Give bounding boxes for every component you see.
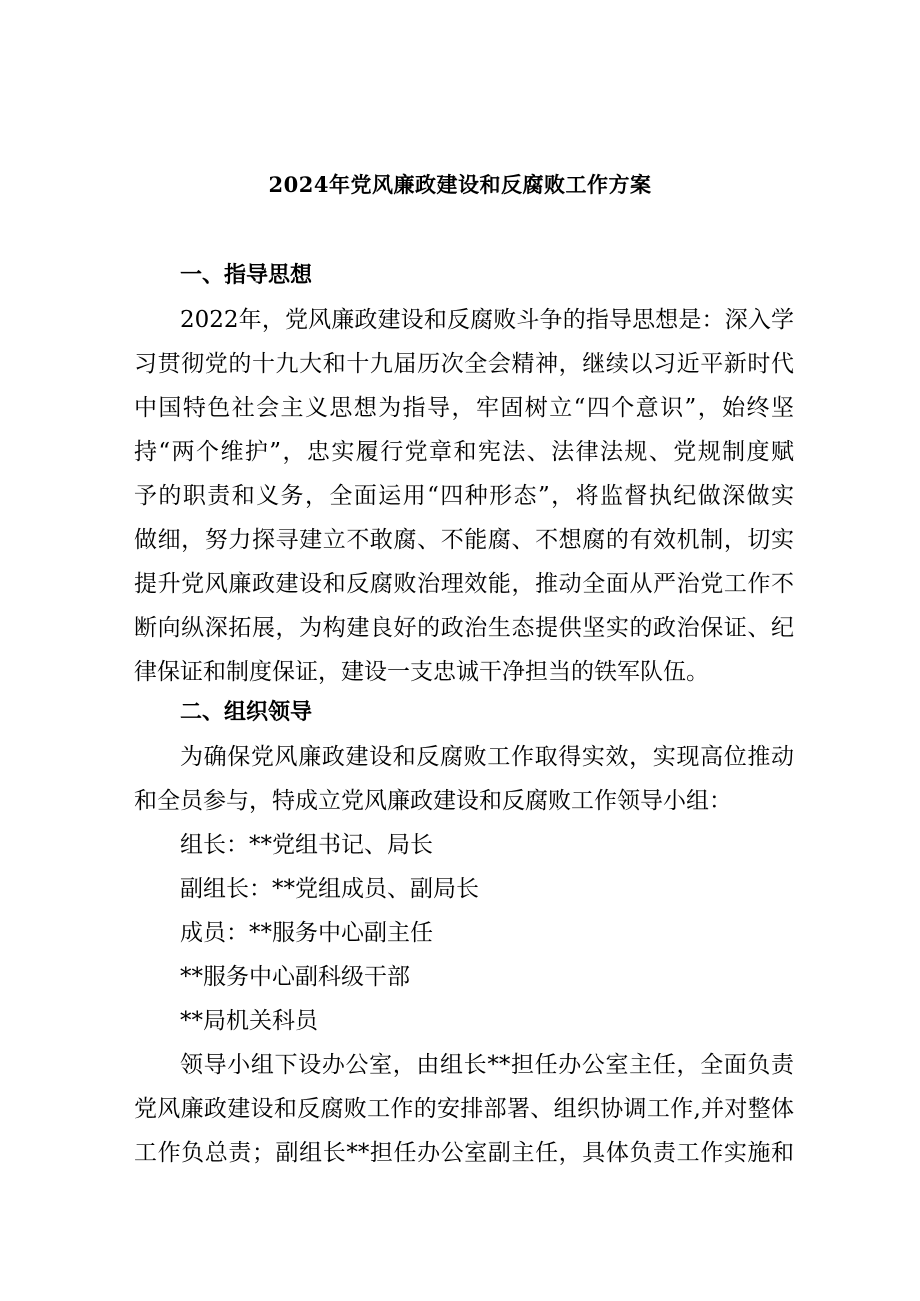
paragraph-line: 提升党风廉政建设和反腐败治理效能，推动全面从严治党工作不	[134, 571, 794, 597]
paragraph-line-last: 律保证和制度保证，建设一支忠诚干净担当的铁军队伍。	[134, 659, 709, 685]
paragraph-line: 习贯彻党的十九大和十九届历次全会精神，继续以习近平新时代	[134, 351, 794, 377]
paragraph-line: 工作负总责；副组长**担任办公室副主任，具体负责工作实施和	[134, 1140, 794, 1166]
paragraph-line: 2022年，党风廉政建设和反腐败斗争的指导思想是：深入学	[180, 307, 794, 333]
paragraph-line: 领导小组下设办公室，由组长**担任办公室主任，全面负责	[180, 1052, 794, 1078]
paragraph-line: 做细，努力探寻建立不敢腐、不能腐、不想腐的有效机制，切实	[134, 527, 794, 553]
paragraph-line: 持“两个维护”，忠实履行党章和宪法、法律法规、党规制度赋	[134, 439, 794, 465]
section-heading-organization: 二、组织领导	[180, 700, 313, 725]
member-line-leader: 组长：**党组书记、局长	[180, 832, 433, 858]
member-line-member: 成员：**服务中心副主任	[180, 920, 433, 946]
paragraph-line: 党风廉政建设和反腐败工作的安排部署、组织协调工作,并对整体	[134, 1096, 794, 1122]
paragraph-line-last: 和全员参与，特成立党风廉政建设和反腐败工作领导小组：	[134, 788, 732, 814]
member-line-member: **服务中心副科级干部	[180, 964, 410, 990]
document-title: 2024年党风廉政建设和反腐败工作方案	[268, 172, 652, 197]
paragraph-line: 为确保党风廉政建设和反腐败工作取得实效，实现高位推动	[180, 744, 794, 770]
member-line-deputy-leader: 副组长：**党组成员、副局长	[180, 876, 479, 902]
section-heading-guiding-ideology: 一、指导思想	[180, 263, 313, 288]
paragraph-line: 断向纵深拓展，为构建良好的政治生态提供坚实的政治保证、纪	[134, 615, 794, 641]
paragraph-line: 中国特色社会主义思想为指导，牢固树立“四个意识”，始终坚	[134, 395, 794, 421]
paragraph-line: 予的职责和义务，全面运用“四种形态”，将监督执纪做深做实	[134, 483, 794, 509]
member-line-member: **局机关科员	[180, 1008, 318, 1034]
